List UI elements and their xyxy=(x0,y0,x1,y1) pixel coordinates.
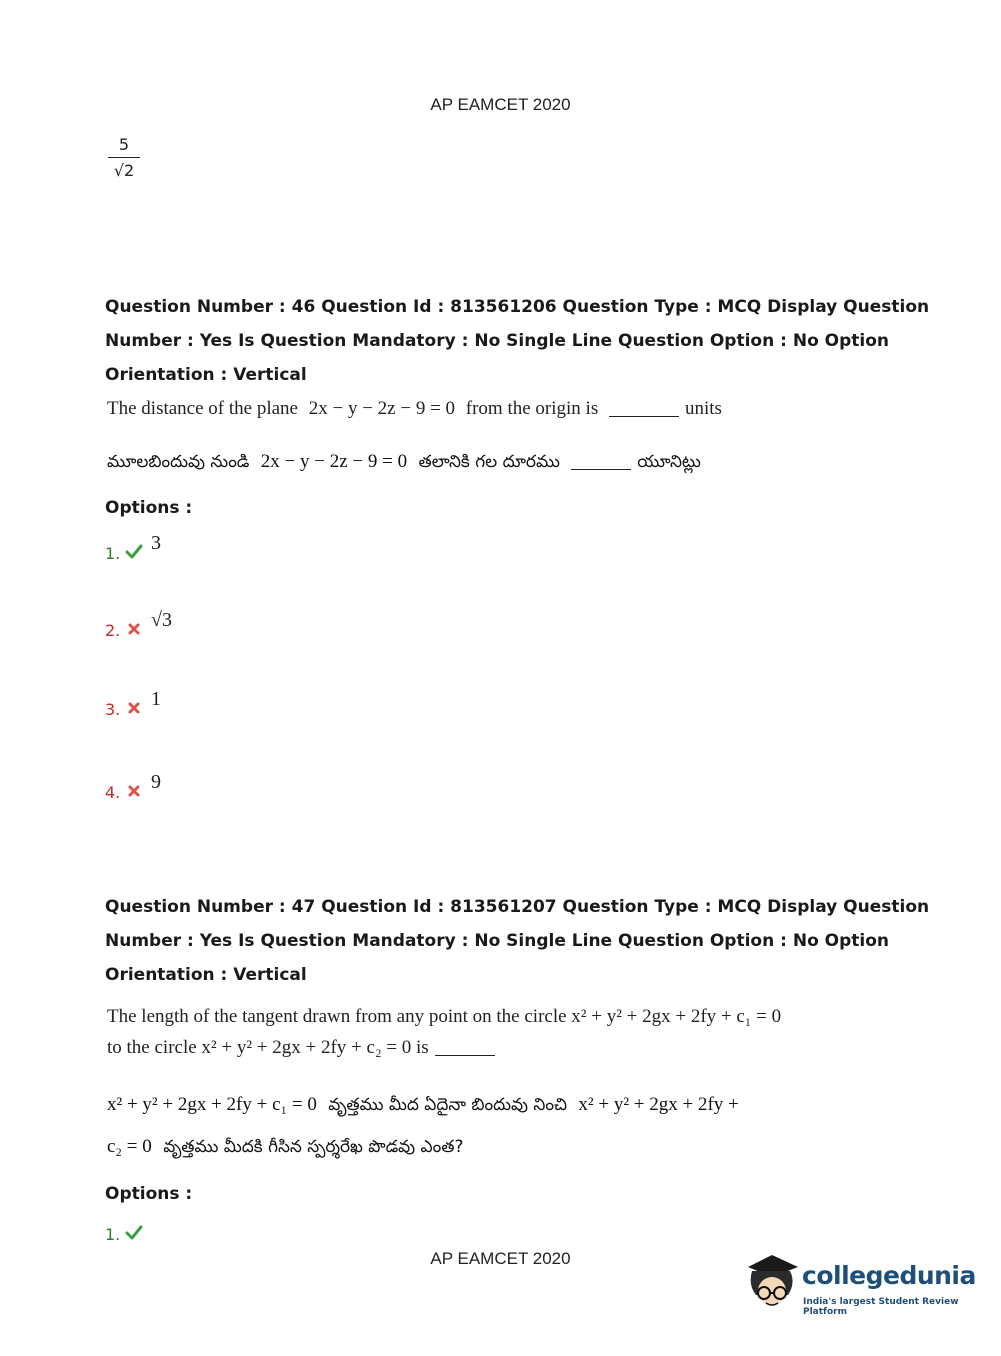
question-text: units xyxy=(684,398,722,419)
answer-blank xyxy=(609,415,679,417)
question-meta-line: Orientation : Vertical xyxy=(105,365,307,385)
question-47-telugu-line-2 xyxy=(107,1136,464,1161)
option-value: 9 xyxy=(151,771,161,793)
question-meta-line: Number : Yes Is Question Mandatory : No Single Line Question Option : No Option xyxy=(105,931,890,951)
question-46-meta xyxy=(105,290,930,392)
telugu-text: వృత్తము మీద ఏదైనా బిందువు నించి xyxy=(328,1095,567,1115)
equation: 2x − y − 2z − 9 = 0 xyxy=(260,451,408,472)
question-meta-line: Orientation : Vertical xyxy=(105,965,307,985)
options-label: Options : xyxy=(105,498,193,518)
answer-blank xyxy=(435,1054,495,1056)
equation: x² + y² + 2gx + 2fy + xyxy=(578,1094,739,1115)
brand-name: collegedunia xyxy=(802,1261,976,1290)
check-icon xyxy=(125,1224,143,1242)
question-text: The length of the tangent drawn from any point on the circle x² + y² + 2gx + 2fy + c₁ = 0 xyxy=(107,1006,782,1027)
telugu-text: యూనిట్లు xyxy=(637,452,701,472)
equation: 2x − y − 2z − 9 = 0 xyxy=(308,398,456,419)
question-meta-line: Question Number : 47 Question Id : 813561207 Question Type : MCQ Display Question xyxy=(105,897,930,917)
option-number: 2. xyxy=(105,621,121,640)
cross-icon xyxy=(125,782,143,800)
question-46-telugu xyxy=(107,451,701,476)
option-number: 3. xyxy=(105,700,121,719)
question-text: to the circle x² + y² + 2gx + 2fy + c₂ = 0 is xyxy=(107,1037,429,1058)
option-number: 1. xyxy=(105,1225,121,1244)
fraction-denominator: √2 xyxy=(113,161,135,180)
question-meta-line: Question Number : 46 Question Id : 813561206 Question Type : MCQ Display Question xyxy=(105,297,930,317)
page-header: AP EAMCET 2020 xyxy=(430,95,571,114)
collegedunia-logo xyxy=(742,1249,982,1321)
telugu-text: తలానికి గల దూరము xyxy=(418,452,560,472)
question-meta-line: Number : Yes Is Question Mandatory : No Single Line Question Option : No Option xyxy=(105,331,890,351)
previous-answer-fraction xyxy=(108,135,140,182)
question-text: The distance of the plane xyxy=(107,398,298,419)
cross-icon xyxy=(125,699,143,717)
option-number: 1. xyxy=(105,544,121,563)
question-47-english-line-1 xyxy=(107,1006,781,1028)
brand-tagline: India's largest Student Review Platform xyxy=(803,1297,959,1317)
mascot-icon xyxy=(742,1251,802,1317)
question-46-english xyxy=(107,398,722,420)
equation: c₂ = 0 xyxy=(107,1136,152,1157)
options-label: Options : xyxy=(105,1184,193,1204)
telugu-text: వృత్తము మీదకి గీసిన స్పర్శరేఖ పొడవు ఎంత? xyxy=(163,1137,464,1157)
question-47-telugu-line-1 xyxy=(107,1094,739,1119)
fraction-bar xyxy=(108,157,140,158)
fraction-numerator: 5 xyxy=(118,135,130,154)
page-footer: AP EAMCET 2020 xyxy=(430,1249,571,1268)
check-icon xyxy=(125,543,143,561)
answer-blank xyxy=(571,468,631,470)
question-text: from the origin is xyxy=(465,398,599,419)
telugu-text: మూలబిందువు నుండి xyxy=(107,452,250,472)
question-47-meta xyxy=(105,890,930,992)
option-value: √3 xyxy=(151,609,172,631)
option-value: 1 xyxy=(151,688,161,710)
cross-icon xyxy=(125,620,143,638)
question-47-english-line-2 xyxy=(107,1037,501,1059)
option-value: 3 xyxy=(151,532,161,554)
option-number: 4. xyxy=(105,783,121,802)
equation: x² + y² + 2gx + 2fy + c₁ = 0 xyxy=(107,1094,317,1115)
